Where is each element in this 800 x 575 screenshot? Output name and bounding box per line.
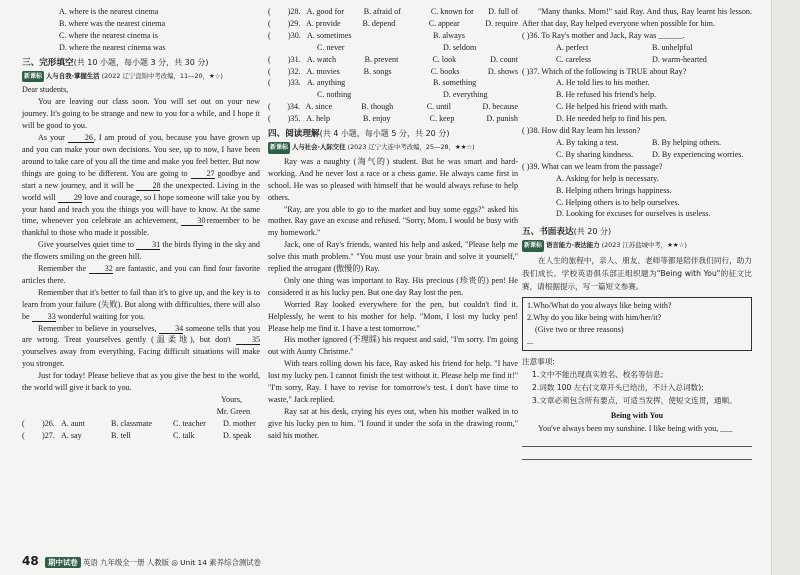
section4-tag: 新课标 <box>268 142 290 154</box>
prev-option-b: B. where was the nearest cinema <box>59 18 166 28</box>
question-38[interactable]: ( )38. How did Ray learn his lesson? <box>522 126 641 136</box>
cloze-paragraph-2: As your 26, I am proud of you, because you have grown up and you can make your own decisions. You see, up to now, I have been around to take care of you all the time and make you feel better. But now things are going to be different. You are going to 27 goodbye and start a new journey, and it will be 28 the unexpected. Living in the world will 29 love and courage, so I hope someone will take you by your hand and teach you the things you will have to know. At the same time, whenever you celebrate an achievement, 30 remember to be thankful to those who made it possible. <box>22 133 261 238</box>
blank-28[interactable]: 28 <box>136 181 160 191</box>
reading-paragraph-9: "Many thanks. Mom!" said Ray. And thus, Ray learnt his lesson. After that day, Ray helped everyone when possible for him. <box>522 7 752 28</box>
question-31[interactable]: ( )31. A. watch B. prevent C. look D. count <box>268 54 518 64</box>
question-35[interactable]: ( )35. A. help B. enjoy C. keep D. punish <box>268 114 518 124</box>
question-38-options-1: A. By taking a test. B. By helping others. <box>556 137 722 147</box>
prompt-line-4: ... <box>527 336 534 346</box>
writing-intro: 在人生的旅程中，亲人、朋友、老师等都是陪伴我们同行，助力我们成长。学校英语俱乐部正组织题为"Being with You"的征文比赛，请根据提示，写一篇短文参赛。 <box>522 256 752 292</box>
cloze-paragraph-5: Remember that it's better to fail than it's to give up, and the key is to learn from your failure (失败). But along with difficulties, there will also be 33 wonderful waiting for you. <box>22 287 260 321</box>
signoff-name: Mr. Green <box>216 406 250 416</box>
reading-paragraph-1: Ray was a naughty (淘气的) student. But he was smart and hard-working. And he never lost a race or a chess game. He always came first in school. He was so pleased with himself that he would always refuse to help others. <box>268 156 518 202</box>
question-27[interactable]: ( )27. A. say B. tell C. talk D. speak <box>22 430 252 440</box>
reading-paragraph-7: With tears rolling down his face, Ray asked his friend for help. "I have lost my lucky pen. I cannot finish the test without it. Please help me find it!" "I'm sorry, Ray. I have to revise for tomorrow's test. I don't have time to waste," Jack replied. <box>268 359 518 404</box>
prev-option-c: C. where the nearest cinema is <box>59 30 158 40</box>
blank-30[interactable]: 30 <box>181 216 203 226</box>
prev-option-a: A. where is the nearest cinema <box>59 7 159 16</box>
answer-line[interactable] <box>522 448 752 460</box>
blank-34[interactable]: 34 <box>159 324 183 334</box>
answer-line[interactable] <box>522 435 752 447</box>
section3-tagline: 新课标 人与自我·掌握生活 (2022 辽宁盘锦中考改编，11—20，★☆) <box>22 71 260 83</box>
question-37-option-c: C. He helped his friend with math. <box>556 102 668 112</box>
question-33-cont: C. nothing D. everything <box>317 90 488 100</box>
reading-paragraph-8: Ray sat at his desk, crying his eyes out, when his mother walked in to give his lucky pen to him. "I found it under the sofa in the drawing room," said his mother. <box>268 406 518 440</box>
question-39-option-a: A. Asking for help is necessary. <box>556 173 659 183</box>
question-30[interactable]: ( )30. A. sometimes B. always <box>268 30 465 40</box>
blank-26[interactable]: 26 <box>68 133 94 143</box>
reading-paragraph-3: Jack, one of Ray's friends, wanted his help and asked, "Please help me solve this math problem." "You must use your brain and solve it yourself," replied the arrogant (傲慢的) Ray. <box>268 240 518 274</box>
prompt-line-2: 2.Why do you like being with him/her/it? <box>527 313 662 323</box>
question-33[interactable]: ( )33. A. anything B. something <box>268 78 477 88</box>
column-right <box>522 6 752 460</box>
question-39-option-d: D. Looking for excuses for ourselves is useless. <box>556 209 711 219</box>
reading-paragraph-4: Only one thing was important to Ray. His precious (珍贵的) pen! He considered it as his lucky pen. But one day Ray lost the pen. <box>268 275 518 297</box>
cloze-paragraph-7: Just for today! Please believe that as you give the best to the world, the world will give it back to you. <box>22 371 260 393</box>
question-29[interactable]: ( )29. A. provide B. depend C. appear D. require <box>268 18 518 28</box>
prompt-line-1: 1.Who/What do you always like being with? <box>527 301 672 311</box>
blank-35[interactable]: 35 <box>236 335 260 345</box>
section4-tagline: 新课标 人与社会·人际交往 (2023 辽宁大连中考改编，25—28，★★☆) <box>268 142 518 154</box>
question-28[interactable]: ( )28. A. good for B. afraid of C. known for D. full of <box>268 7 518 16</box>
cloze-paragraph-3: Give yourselves quiet time to 31 the birds flying in the sky and the flowers smiling on the green hill. <box>22 240 260 262</box>
question-37-option-a: A. He told lies to his mother. <box>556 78 650 88</box>
section3-title: 三、完形填空(共 10 小题，每小题 3 分，共 30 分) <box>22 57 209 68</box>
cloze-paragraph-6: Remember to believe in yourselves, 34 someone tells that you are wrong. Treat yourselves gently (温柔地), but don't 35 yourselves away from everything. Facing difficult situations will make you stronger. <box>22 323 261 369</box>
note-2: 2.词数 100 左右(文章开头已给出，不计入总词数); <box>532 382 704 392</box>
reading-paragraph-5: Worried Ray looked everywhere for the pen, but couldn't find it. Helplessly, he went to his mother for help. "Mom, I lost my lucky pen! Please help me find it. I have a test tomorrow." <box>268 299 518 333</box>
section3-tag: 新课标 <box>22 71 44 83</box>
question-37-option-b: B. He refused his friend's help. <box>556 90 657 100</box>
essay-start[interactable]: You've always been my sunshine. I like being with you, ___ <box>538 423 733 433</box>
question-36[interactable]: ( )36. To Ray's mother and Jack, Ray was ______. <box>522 30 685 40</box>
question-39[interactable]: ( )39. What can we learn from the passage? <box>522 161 663 171</box>
question-38-options-2: C. By sharing kindness. D. By experiencing worries. <box>556 149 744 159</box>
blank-29[interactable]: 29 <box>58 193 82 203</box>
reading-paragraph-6: His mother ignored (不理睬) his request and said, "I'm sorry. I'm going out with Aunty Christme." <box>268 335 518 357</box>
question-37[interactable]: ( )37. Which of the following is TRUE about Ray? <box>522 66 687 76</box>
column-middle <box>268 6 518 442</box>
question-39-option-b: B. Helping others brings happiness. <box>556 185 672 195</box>
question-36-options-1: A. perfect B. unhelpful <box>556 42 693 52</box>
page-edge <box>771 0 800 575</box>
reading-paragraph-2: "Ray, are you able to go to the market and buy some eggs?" asked his mother. Ray gave an excuse and refused. "Sorry, Mom. I would be busy with my homework." <box>268 204 518 238</box>
blank-31[interactable]: 31 <box>136 240 160 250</box>
writing-prompt-box <box>522 297 752 351</box>
footer-text: 英语 九年级全一册 人教版 ◎ Unit 14 素养综合测试卷 <box>83 558 262 567</box>
note-1: 1.文中不能出现真实姓名、校名等信息; <box>532 369 664 379</box>
question-37-option-d: D. He needed help to find his pen. <box>556 114 667 124</box>
cloze-paragraph-1: You are leaving our class soon. You will set out on your new journey. It's going to be strange and new to you for a while, and I hope it will be good to you. <box>22 97 260 131</box>
page-footer <box>22 554 261 568</box>
prompt-line-3: (Give two or three reasons) <box>535 324 624 334</box>
section4-title: 四、阅读理解(共 4 小题，每小题 5 分，共 20 分) <box>268 129 450 140</box>
question-36-options-2: C. careless D. warm-hearted <box>556 54 707 64</box>
page-number: 48 <box>22 554 39 568</box>
question-39-option-c: C. Helping others is to help ourselves. <box>556 197 680 207</box>
section5-tagline: 新课标 语言能力·表达能力 (2023 江苏盐城中考，★★☆) <box>522 240 752 252</box>
footer-badge: 期中试卷 <box>45 557 81 568</box>
question-30-cont: C. never D. seldom <box>317 42 477 52</box>
note-3: 3.文章必须包含所有要点，可适当发挥，使短文连贯，通顺。 <box>532 395 737 405</box>
question-34[interactable]: ( )34. A. since B. though C. until D. because <box>268 102 518 112</box>
salutation: Dear students, <box>22 85 69 95</box>
blank-27[interactable]: 27 <box>191 169 215 179</box>
prev-option-d: D. where the nearest cinema was <box>59 42 166 52</box>
essay-title: Being with You <box>610 410 664 420</box>
notes-title: 注意事项: <box>522 356 555 366</box>
blank-33[interactable]: 33 <box>32 312 56 322</box>
question-26[interactable]: ( )26. A. aunt B. classmate C. teacher D. mother <box>22 418 256 428</box>
section5-tag: 新课标 <box>522 240 544 252</box>
blank-32[interactable]: 32 <box>89 264 113 274</box>
column-left <box>22 6 260 442</box>
question-32[interactable]: ( )32. A. movies B. songs C. books D. shows <box>268 66 519 76</box>
section5-title: 五、书面表达(共 20 分) <box>522 227 612 238</box>
cloze-paragraph-4: Remember the 32 are fantastic, and you can find four favorite articles there. <box>22 264 261 285</box>
signoff-yours: Yours, <box>221 395 242 404</box>
